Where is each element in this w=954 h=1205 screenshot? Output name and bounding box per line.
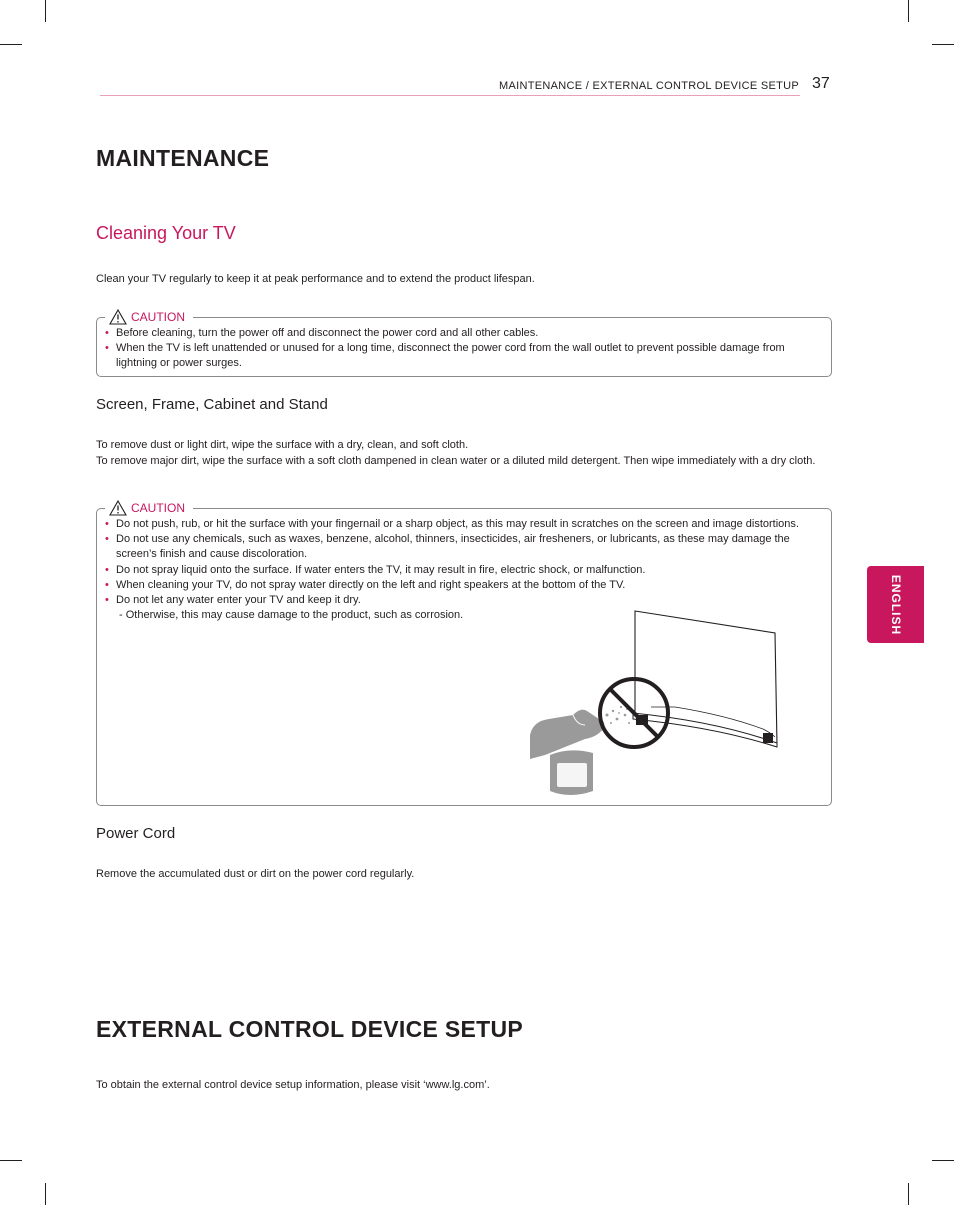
cleaning-title: Cleaning Your TV [96, 223, 236, 243]
speaker-right [763, 733, 773, 743]
language-tab [867, 566, 924, 643]
water-spray [606, 706, 631, 724]
no-spray-illustration [525, 607, 785, 797]
page-number: 37 [812, 75, 830, 92]
language-tab-label: ENGLISH [888, 574, 903, 635]
caution-list [105, 326, 821, 372]
crop-mark [0, 1160, 22, 1161]
running-header: MAINTENANCE / EXTERNAL CONTROL DEVICE SETUP [499, 80, 799, 92]
caution-item: • Do not use any chemicals, such as waxes, benzene, alcohol, thinners, insecticides, air fresheners, or lubricants, as these may damage the screen’s finish and cause discoloration. [105, 532, 821, 562]
caution-item: • Before cleaning, turn the power off and disconnect the power cord and all other cables. [105, 326, 821, 341]
external-control-title: EXTERNAL CONTROL DEVICE SETUP [96, 1016, 524, 1042]
screen-para-2: To remove major dirt, wipe the surface with a soft cloth dampened in clean water or a diluted mild detergent. Then wipe immediately with a dry cloth. [96, 454, 816, 467]
header-rule [100, 95, 800, 96]
screen-section-title: Screen, Frame, Cabinet and Stand [96, 396, 328, 413]
power-cord-text: Remove the accumulated dust or dirt on the power cord regularly. [96, 868, 415, 880]
crop-mark [45, 0, 46, 22]
maintenance-title: MAINTENANCE [96, 145, 270, 171]
caution-label [105, 309, 193, 325]
caution-item: • Do not push, rub, or hit the surface with your fingernail or a sharp object, as this may result in scratches on the screen and image distortions. [105, 517, 821, 532]
caution-sub-note: - Otherwise, this may cause damage to the product, such as corrosion. [119, 609, 464, 622]
crop-mark [45, 1183, 46, 1205]
crop-mark [0, 44, 22, 45]
power-cord-title: Power Cord [96, 825, 176, 842]
caution-text: CAUTION [131, 501, 185, 515]
caution-box-general [96, 310, 832, 377]
caution-item: • When the TV is left unattended or unused for a long time, disconnect the power cord from the wall outlet to prevent possible damage from lightning or power surges. [105, 341, 821, 371]
caution-item: • When cleaning your TV, do not spray water directly on the left and right speakers at the bottom of the TV. [105, 578, 821, 593]
caution-item: • Do not spray liquid onto the surface. If water enters the TV, it may result in fire, electric shock, or malfunction. [105, 563, 821, 578]
crop-mark [932, 1160, 954, 1161]
external-control-text: To obtain the external control device setup information, please visit ‘www.lg.com’. [96, 1079, 490, 1091]
warning-icon [109, 309, 127, 325]
caution-text: CAUTION [131, 310, 185, 324]
crop-mark [932, 44, 954, 45]
caution-label [105, 500, 193, 516]
screen-paragraph [96, 438, 826, 469]
crop-mark [908, 1183, 909, 1205]
screen-para-1: To remove dust or light dirt, wipe the surface with a dry, clean, and soft cloth. [96, 439, 469, 451]
caution-item: • Do not let any water enter your TV and keep it dry. [105, 593, 821, 608]
warning-icon [109, 500, 127, 516]
crop-mark [908, 0, 909, 22]
cleaning-intro: Clean your TV regularly to keep it at peak performance and to extend the product lifespan. [96, 273, 535, 285]
